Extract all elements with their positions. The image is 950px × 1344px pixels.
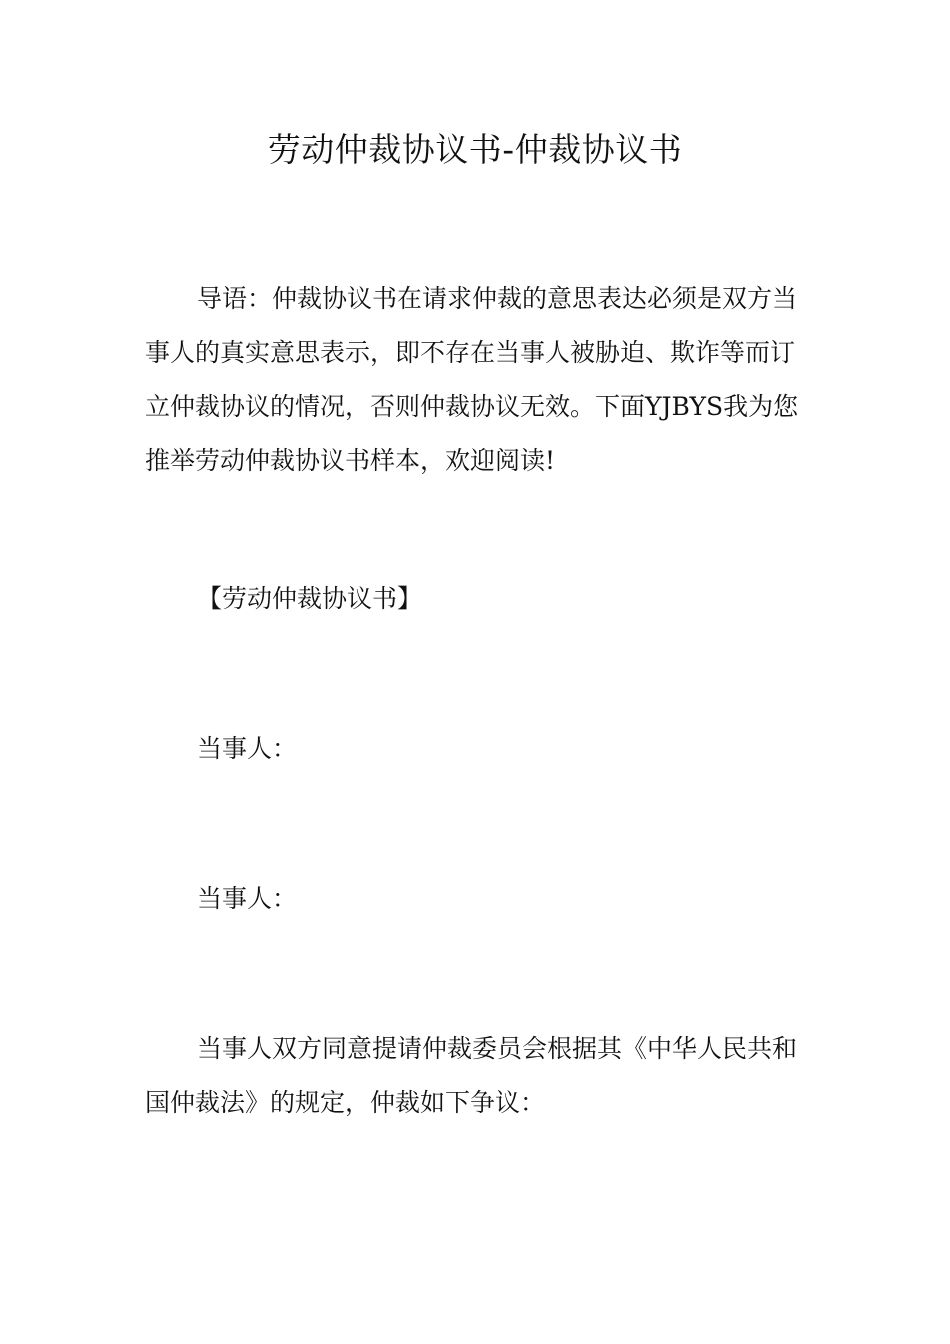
party-two-label: 当事人： — [197, 884, 298, 913]
agreement-paragraph: 当事人双方同意提请仲裁委员会根据其《中华人民共和国仲裁法》的规定，仲裁如下争议： — [145, 1034, 798, 1117]
intro-paragraph: 导语：仲裁协议书在请求仲裁的意思表达必须是双方当事人的真实意思表示，即不存在当事人被胁迫、欺诈等而订立仲裁协议的情况，否则仲裁协议无效。下面YJBYS我为您推举劳动仲裁协议书样本，欢迎阅读! — [145, 284, 799, 475]
section-heading: 【劳动仲裁协议书】 — [197, 584, 423, 613]
party-one-label: 当事人： — [197, 734, 298, 763]
document-title: 劳动仲裁协议书-仲裁协议书 — [267, 130, 683, 169]
